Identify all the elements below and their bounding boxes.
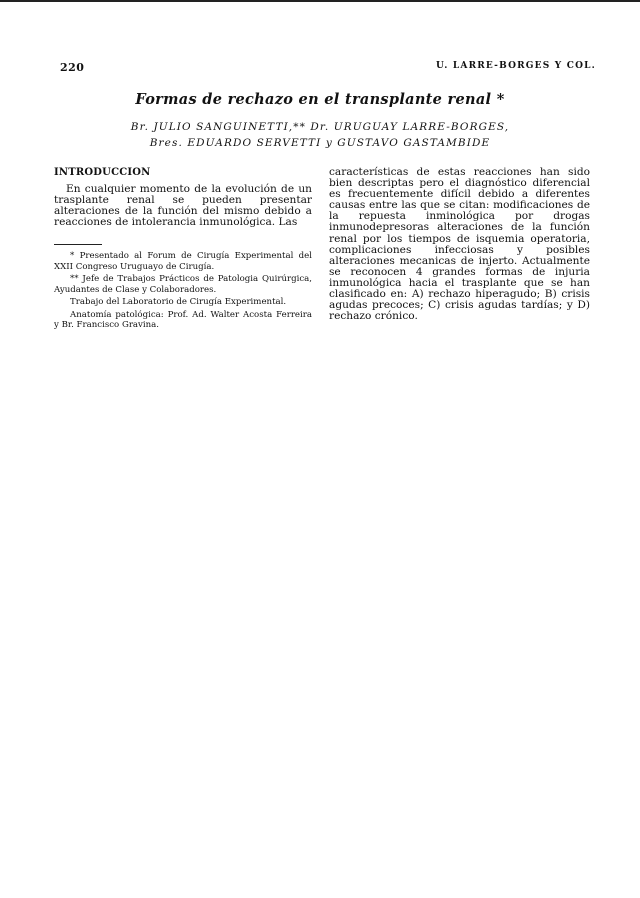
article-title: Formas de rechazo en el transplante renal * — [135, 91, 505, 108]
body-paragraph-left: En cualquier momento de la evolución de un trasplante renal se pueden presentar alteraciones de la función del mismo debido a reacciones de intolerancia inmunológica. Las — [54, 183, 312, 229]
authors-line-1: Br. JULIO SANGUINETTI,** Dr. URUGUAY LARRE-BORGES, — [130, 121, 510, 133]
left-column — [54, 167, 312, 330]
page-number: 220 — [60, 61, 85, 74]
footnote-rule — [54, 244, 102, 245]
authors-line-2: Bres. EDUARDO SERVETTI y GUSTAVO GASTAMBIDE — [149, 137, 491, 149]
footnotes — [54, 251, 312, 330]
running-head: U. LARRE-BORGES Y COL. — [435, 61, 596, 71]
footnote: Trabajo del Laboratorio de Cirugía Experimental. — [70, 297, 287, 308]
body-paragraph-right: características de estas reacciones han sido bien descriptas pero el diagnóstico diferencial es frecuentemente difícil debido a diferentes causas entre las que se citan: modificaciones de la repuesta inminológica por drogas inmunodepresoras alteraciones de la función renal por los tiempos de isquemia operatoria, complicaciones infecciosas y posibles alteraciones mecanicas de injerto. Actualmente se reconocen 4 grandes formas de injuria inmunológica hacia el trasplante que se han clasificado en: A) rechazo hiperagudo; B) crisis agudas precoces; C) crisis agudas tardías; y D) rechazo crónico. — [329, 166, 590, 323]
section-heading: INTRODUCCION — [54, 167, 151, 178]
top-border-rule — [0, 0, 640, 2]
footnote: Anatomía patológica: Prof. Ad. Walter Acosta Ferreira y Br. Francisco Gravina. — [54, 309, 312, 330]
footnote: ** Jefe de Trabajos Prácticos de Patologia Quirúrgica, Ayudantes de Clase y Colaboradores. — [54, 274, 312, 295]
right-column — [329, 167, 590, 322]
footnote: * Presentado al Forum de Cirugía Experimental del XXII Congreso Uruguayo de Cirugía. — [54, 251, 312, 272]
